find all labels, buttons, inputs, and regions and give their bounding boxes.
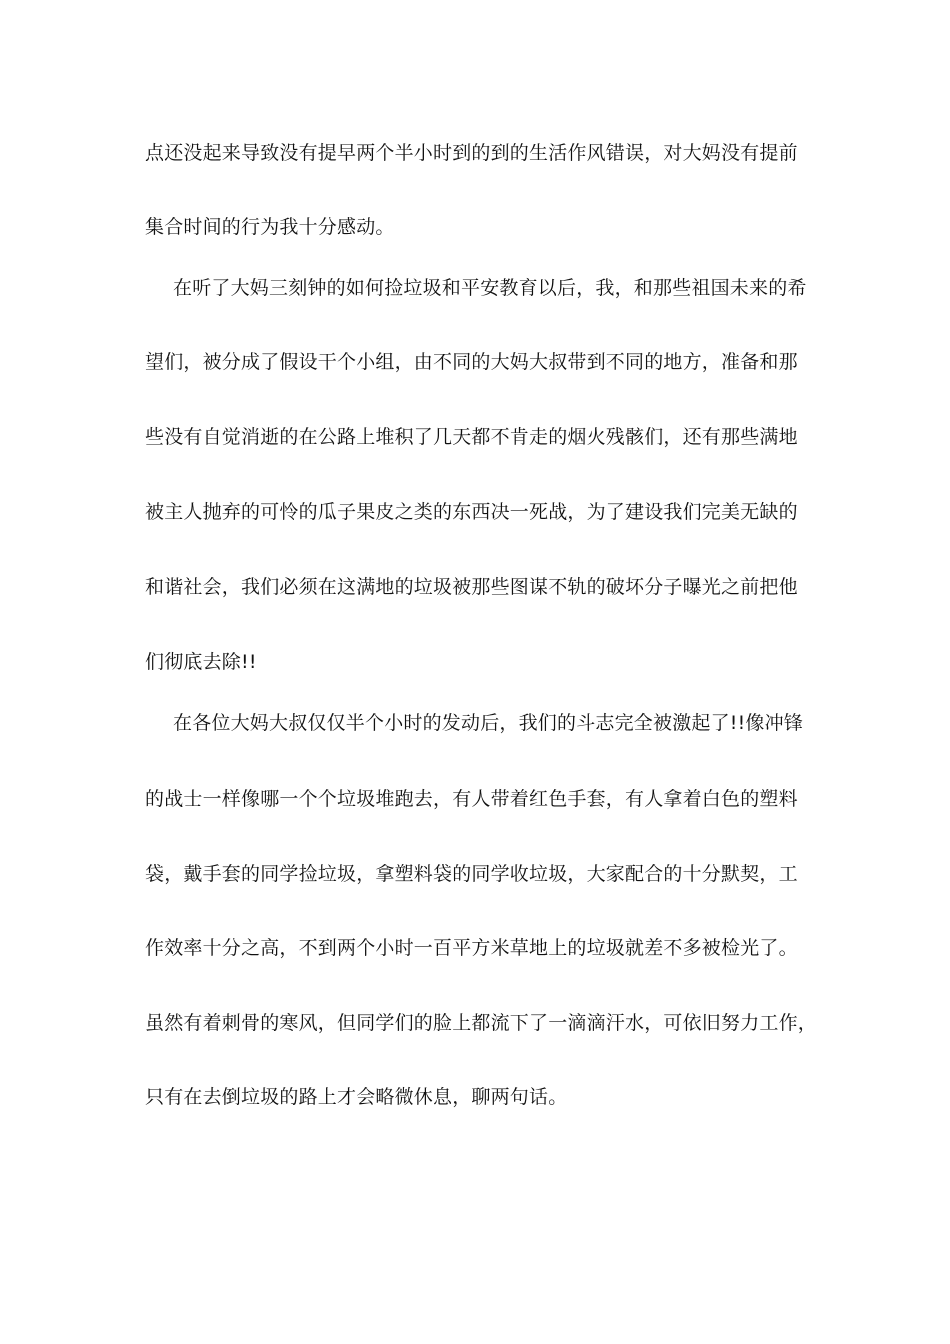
paragraph-start-line: 在听了大妈三刻钟的如何捡垃圾和平安教育以后，我，和那些祖国未来的希 — [173, 277, 807, 299]
text-line: 望们，被分成了假设干个小组，由不同的大妈大叔带到不同的地方，准备和那 — [145, 351, 798, 373]
text-line: 作效率十分之高，不到两个小时一百平方米草地上的垃圾就差不多被检光了。 — [145, 937, 798, 959]
text-line: 们彻底去除!! — [145, 651, 257, 673]
text-line: 只有在去倒垃圾的路上才会略微休息，聊两句话。 — [145, 1086, 568, 1108]
paragraph-start-line: 在各位大妈大叔仅仅半个小时的发动后，我们的斗志完全被激起了!!像冲锋 — [173, 712, 804, 734]
text-line: 和谐社会，我们必须在这满地的垃圾被那些图谋不轨的破坏分子曝光之前把他 — [145, 576, 798, 598]
text-line: 集合时间的行为我十分感动。 — [145, 216, 395, 238]
text-line: 虽然有着刺骨的寒风，但同学们的脸上都流下了一滴滴汗水，可依旧努力工作， — [145, 1012, 818, 1034]
text-line: 袋，戴手套的同学捡垃圾，拿塑料袋的同学收垃圾，大家配合的十分默契，工 — [145, 863, 798, 885]
text-line: 点还没起来导致没有提早两个半小时到的到的生活作风错误，对大妈没有提前 — [145, 142, 798, 164]
text-line: 些没有自觉消逝的在公路上堆积了几天都不肯走的烟火残骸们，还有那些满地 — [145, 426, 798, 448]
text-line: 被主人抛弃的可怜的瓜子果皮之类的东西决一死战，为了建设我们完美无缺的 — [145, 501, 798, 523]
text-line: 的战士一样像哪一个个垃圾堆跑去，有人带着红色手套，有人拿着白色的塑料 — [145, 788, 798, 810]
